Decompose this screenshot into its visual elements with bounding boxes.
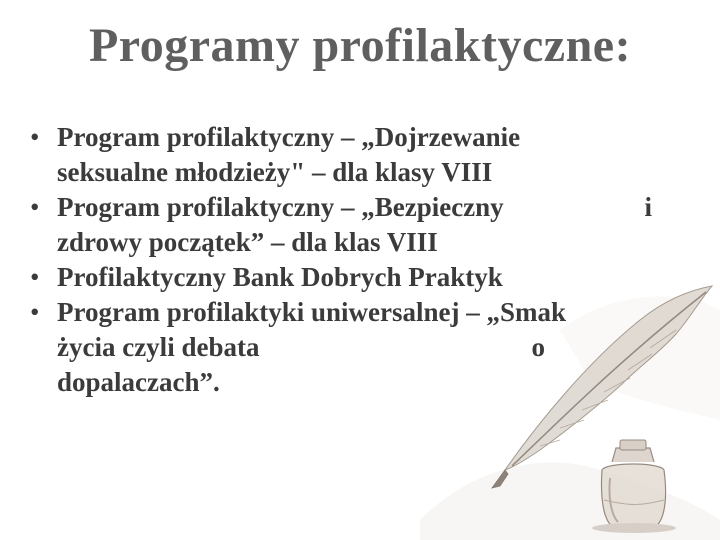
bullet-item [30,190,690,260]
bullet-dot-icon: • [30,262,40,292]
bullet-text-fragment: i [644,192,652,222]
bullet-text-line: Program profilaktyczny – „Bezpieczny [57,192,504,222]
bullet-text-line: zdrowy początek” – dla klas VIII [57,227,438,257]
bullet-text-fragment: życia czyli debata [57,332,260,362]
bullet-item [30,120,690,190]
slide-title: Programy profilaktyczne: [88,19,632,72]
bullet-item [30,260,690,295]
bullet-item [30,295,690,400]
bullet-text-line: dopalaczach”. [57,367,220,397]
bullet-dot-icon: • [30,297,40,327]
bullet-dot-icon: • [30,122,40,152]
bullet-text-line: Profilaktyczny Bank Dobrych Praktyk [57,262,503,292]
bullet-list [30,120,690,400]
bullet-text-line: seksualne młodzieży" – dla klasy VIII [57,157,493,187]
bullet-text-fragment: o [531,332,545,362]
bullet-text-line: Program profilaktyczny – „Dojrzewanie [57,122,521,152]
bullet-text-line: Program profilaktyki uniwersalnej – „Smak [57,297,567,327]
bullet-dot-icon: • [30,192,40,222]
